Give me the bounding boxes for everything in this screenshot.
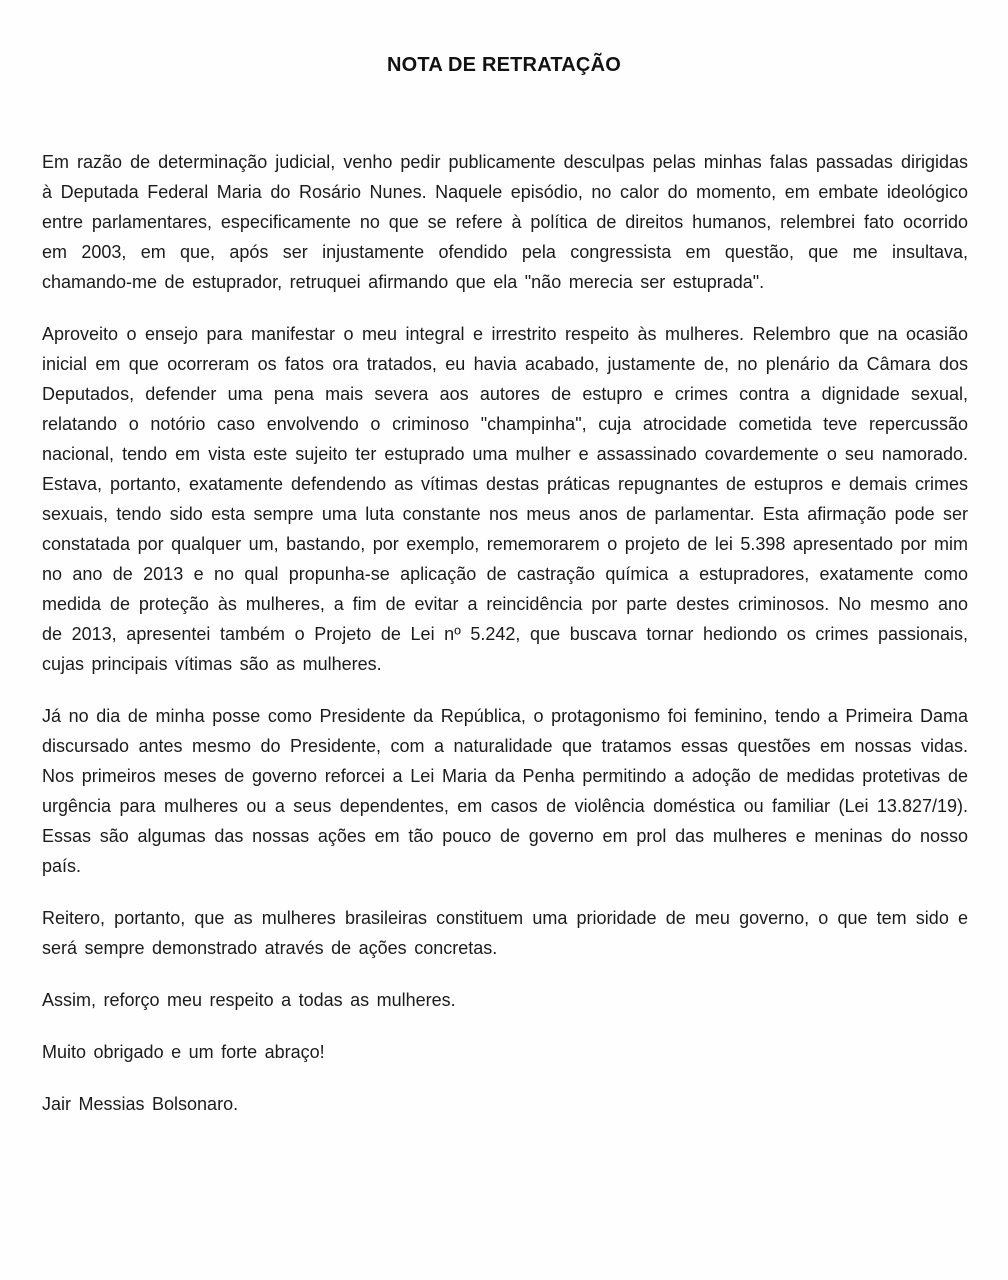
- paragraph-apology: Em razão de determinação judicial, venho pedir publicamente desculpas pelas minhas falas passadas dirigidas à Deputada Federal Maria do Rosário Nunes. Naquele episódio, no calor do momento, em embate ideológico entre parlamentares, especificamente no que se refere à política de direitos humanos, relembrei fato ocorrido em 2003, em que, após ser injustamente ofendido pela congressista em questão, que me insultava, chamando-me de estuprador, retruquei afirmando que ela "não merecia ser estuprada".: [42, 152, 968, 292]
- document-body: [0, 147, 1008, 1119]
- signature-name: Jair Messias Bolsonaro.: [42, 1094, 239, 1114]
- closing-thanks: Muito obrigado e um forte abraço!: [42, 1042, 325, 1062]
- paragraph-priority-statement: Reitero, portanto, que as mulheres brasileiras constituem uma prioridade de meu governo, o que tem sido e será sempre demonstrado através de ações concretas.: [42, 908, 968, 958]
- paragraph-respect-women: Aproveito o ensejo para manifestar o meu integral e irrestrito respeito às mulheres. Relembro que na ocasião inicial em que ocorreram os fatos ora tratados, eu havia acabado, justamente de, no plenário da Câmara dos Deputados, defender uma pena mais severa aos autores de estupro e crimes contra a dignidade sexual, relatando o notório caso envolvendo o criminoso "champinha", cuja atrocidade cometida teve repercussão nacional, tendo em vista este sujeito ter estuprado uma mulher e assassinado covardemente o seu namorado. Estava, portanto, exatamente defendendo as vítimas destas práticas repugnantes de estupros e demais crimes sexuais, tendo sido esta sempre uma luta constante nos meus anos de parlamentar. Esta afirmação pode ser constatada por qualquer um, bastando, por exemplo, rememorarem o projeto de lei 5.398 apresentado por mim no ano de 2013 e no qual propunha-se aplicação de castração química a estupradores, exatamente como medida de proteção às mulheres, a fim de evitar a reincidência por parte destes criminosos. No mesmo ano de 2013, apresentei também o Projeto de Lei nº 5.242, que buscava tornar hediondo os crimes passionais, cujas principais vítimas são as mulheres.: [42, 324, 969, 674]
- document-title: NOTA DE RETRATAÇÃO: [387, 54, 621, 76]
- paragraph-government-actions: Já no dia de minha posse como Presidente da República, o protagonismo foi feminino, tendo a Primeira Dama discursado antes mesmo do Presidente, com a naturalidade que tratamos essas questões em nossas vidas. Nos primeiros meses de governo reforcei a Lei Maria da Penha permitindo a adoção de medidas protetivas de urgência para mulheres ou a seus dependentes, em casos de violência doméstica ou familiar (Lei 13.827/19). Essas são algumas das nossas ações em tão pouco de governo em prol das mulheres e meninas do nosso país.: [42, 706, 968, 876]
- paragraph-reinforce-respect: Assim, reforço meu respeito a todas as mulheres.: [42, 990, 456, 1010]
